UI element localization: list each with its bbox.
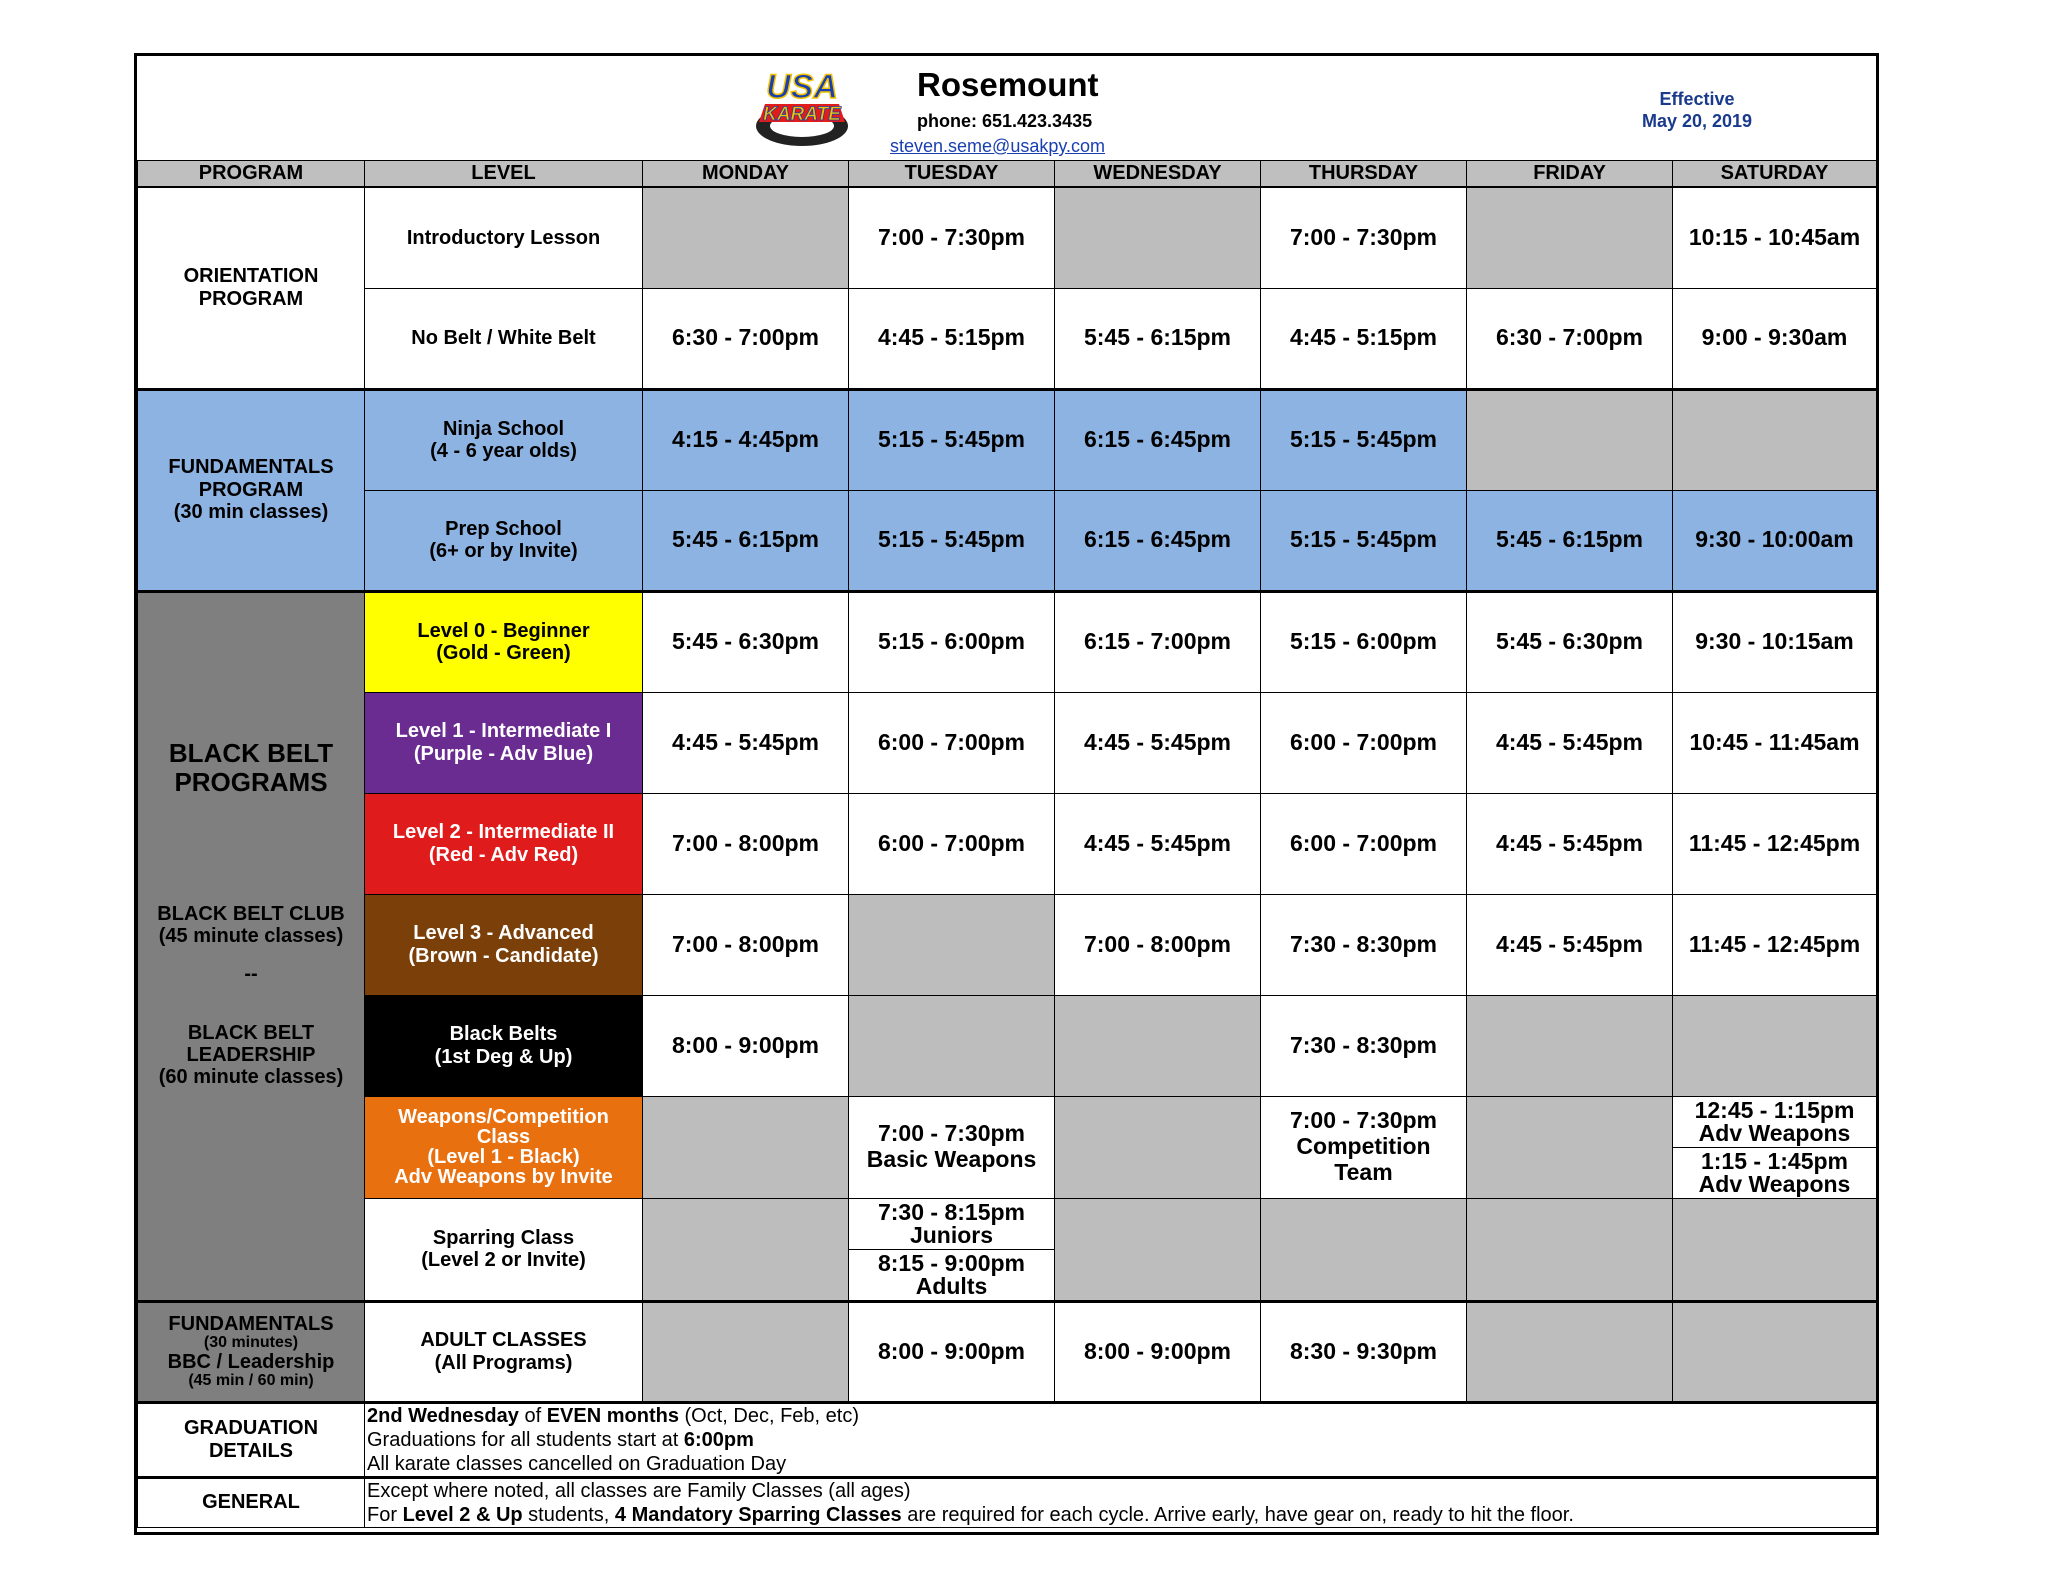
col-header-wednesday: WEDNESDAY (1055, 161, 1261, 188)
time-cell (1467, 187, 1673, 288)
col-header-friday: FRIDAY (1467, 161, 1673, 188)
time-cell (1467, 1301, 1673, 1402)
time-cell: 7:30 - 8:30pm (1261, 995, 1467, 1096)
level-sparring: Sparring Class (Level 2 or Invite) (365, 1198, 643, 1301)
row-ninja (138, 389, 1877, 490)
column-header-row (138, 161, 1877, 188)
time-cell: 9:00 - 9:30am (1673, 288, 1877, 389)
time-cell: 8:30 - 9:30pm (1261, 1301, 1467, 1402)
col-header-saturday: SATURDAY (1673, 161, 1877, 188)
time-cell: 11:45 - 12:45pm (1673, 894, 1877, 995)
row-level1 (138, 692, 1877, 793)
time-cell (643, 1198, 849, 1301)
adv-weapons-slot-2: 1:15 - 1:45pm Adv Weapons (1673, 1147, 1876, 1198)
col-header-thursday: THURSDAY (1261, 161, 1467, 188)
svg-text:USA: USA (766, 68, 838, 106)
level-black-belts: Black Belts (1st Deg & Up) (365, 995, 643, 1096)
col-header-level: LEVEL (365, 161, 643, 188)
header (137, 56, 1876, 160)
row-sparring (138, 1198, 1877, 1301)
graduation-line-3: All karate classes cancelled on Graduation Day (367, 1452, 787, 1475)
time-cell: 8:00 - 9:00pm (849, 1301, 1055, 1402)
time-cell (1673, 995, 1877, 1096)
time-cell: 6:00 - 7:00pm (1261, 692, 1467, 793)
row-level2 (138, 793, 1877, 894)
time-cell: 4:45 - 5:45pm (1467, 692, 1673, 793)
dojo-title: Rosemount (917, 66, 1099, 103)
general-line-2: For Level 2 & Up students, 4 Mandatory Sparring Classes are required for each cycle. Arrive early, have gear on, ready to hit the floor. (367, 1503, 1574, 1526)
level-adult: ADULT CLASSES (All Programs) (365, 1301, 643, 1402)
row-general (138, 1477, 1877, 1527)
time-cell (643, 1301, 849, 1402)
time-cell (1055, 1096, 1261, 1198)
time-cell: 4:45 - 5:15pm (849, 288, 1055, 389)
time-cell: 5:15 - 6:00pm (1261, 591, 1467, 692)
time-cell (1467, 389, 1673, 490)
phone-number: phone: 651.423.3435 (917, 111, 1093, 131)
graduation-line-2: Graduations for all students start at 6:00pm (367, 1428, 754, 1451)
program-graduation: GRADUATION DETAILS (138, 1402, 365, 1477)
time-cell: 6:30 - 7:00pm (643, 288, 849, 389)
level-0-beginner: Level 0 - Beginner (Gold - Green) (365, 591, 643, 692)
time-cell: 5:15 - 5:45pm (1261, 490, 1467, 591)
time-cell (849, 894, 1055, 995)
row-intro (138, 187, 1877, 288)
time-cell (1673, 1198, 1877, 1301)
svg-text:KARATE: KARATE (763, 104, 841, 125)
usa-karate-logo (747, 64, 857, 154)
time-cell: 5:15 - 5:45pm (1261, 389, 1467, 490)
adv-weapons-slot-1: 12:45 - 1:15pm Adv Weapons (1694, 1096, 1855, 1146)
time-cell: 8:00 - 9:00pm (643, 995, 849, 1096)
time-cell (1673, 1301, 1877, 1402)
col-header-program: PROGRAM (138, 161, 365, 188)
time-cell: 5:15 - 6:00pm (849, 591, 1055, 692)
graduation-line-1: 2nd Wednesday of EVEN months (Oct, Dec, Feb, etc) (367, 1404, 859, 1427)
time-cell (643, 1096, 849, 1198)
time-cell (1055, 187, 1261, 288)
row-graduation (138, 1402, 1877, 1477)
time-cell: 4:15 - 4:45pm (643, 389, 849, 490)
time-cell: 4:45 - 5:45pm (1055, 793, 1261, 894)
time-cell-weapons-tuesday: 7:00 - 7:30pm Basic Weapons (849, 1096, 1055, 1198)
time-cell: 6:30 - 7:00pm (1467, 288, 1673, 389)
time-cell (1467, 995, 1673, 1096)
level-ninja: Ninja School (4 - 6 year olds) (365, 389, 643, 490)
time-cell: 5:45 - 6:30pm (1467, 591, 1673, 692)
time-cell: 4:45 - 5:45pm (1467, 894, 1673, 995)
program-fundamentals: FUNDAMENTALS PROGRAM (30 min classes) (138, 389, 365, 591)
time-cell: 10:15 - 10:45am (1673, 187, 1877, 288)
program-orientation: ORIENTATION PROGRAM (138, 187, 365, 389)
time-cell-weapons-saturday (1673, 1096, 1877, 1198)
time-cell (1673, 389, 1877, 490)
time-cell: 8:00 - 9:00pm (1055, 1301, 1261, 1402)
row-weapons (138, 1096, 1877, 1198)
time-cell: 9:30 - 10:15am (1673, 591, 1877, 692)
time-cell: 7:00 - 8:00pm (643, 793, 849, 894)
level-intro: Introductory Lesson (365, 187, 643, 288)
time-cell: 6:00 - 7:00pm (1261, 793, 1467, 894)
email-link[interactable]: steven.seme@usakpy.com (890, 136, 1106, 156)
program-general: GENERAL (138, 1477, 365, 1527)
time-cell: 4:45 - 5:45pm (1467, 793, 1673, 894)
time-cell: 10:45 - 11:45am (1673, 692, 1877, 793)
effective-label: Effective (1659, 89, 1735, 109)
level-prep: Prep School (6+ or by Invite) (365, 490, 643, 591)
time-cell: 6:00 - 7:00pm (849, 793, 1055, 894)
time-cell: 4:45 - 5:15pm (1261, 288, 1467, 389)
time-cell (1467, 1198, 1673, 1301)
time-cell: 6:15 - 7:00pm (1055, 591, 1261, 692)
level-3-advanced: Level 3 - Advanced (Brown - Candidate) (365, 894, 643, 995)
time-cell: 7:30 - 8:30pm (1261, 894, 1467, 995)
time-cell: 7:00 - 7:30pm (1261, 187, 1467, 288)
general-line-1: Except where noted, all classes are Family Classes (all ages) (367, 1479, 911, 1502)
row-nobelt (138, 288, 1877, 389)
level-2-intermediate: Level 2 - Intermediate II (Red - Adv Red) (365, 793, 643, 894)
time-cell: 7:00 - 8:00pm (1055, 894, 1261, 995)
time-cell-sparring-tuesday (849, 1198, 1055, 1301)
row-adult (138, 1301, 1877, 1402)
general-notes (365, 1477, 1877, 1527)
program-adult: FUNDAMENTALS (30 minutes) BBC / Leadership (45 min / 60 min) (138, 1301, 365, 1402)
time-cell (849, 995, 1055, 1096)
time-cell (1467, 1096, 1673, 1198)
time-cell: 6:15 - 6:45pm (1055, 490, 1261, 591)
time-cell: 5:45 - 6:15pm (643, 490, 849, 591)
time-cell: 7:00 - 7:30pm (849, 187, 1055, 288)
time-cell: 5:45 - 6:30pm (643, 591, 849, 692)
effective-value: May 20, 2019 (1641, 111, 1753, 131)
time-cell (1261, 1198, 1467, 1301)
col-header-monday: MONDAY (643, 161, 849, 188)
level-nobelt: No Belt / White Belt (365, 288, 643, 389)
time-cell: 11:45 - 12:45pm (1673, 793, 1877, 894)
level-weapons-competition: Weapons/Competition Class (Level 1 - Black) Adv Weapons by Invite (365, 1096, 643, 1198)
sparring-adults-slot: 8:15 - 9:00pm Adults (849, 1249, 1054, 1300)
col-header-tuesday: TUESDAY (849, 161, 1055, 188)
time-cell-weapons-thursday: 7:00 - 7:30pm Competition Team (1261, 1096, 1467, 1198)
row-prep (138, 490, 1877, 591)
row-level3 (138, 894, 1877, 995)
time-cell: 6:15 - 6:45pm (1055, 389, 1261, 490)
level-1-intermediate: Level 1 - Intermediate I (Purple - Adv Blue) (365, 692, 643, 793)
effective-date (1617, 88, 1777, 132)
time-cell: 5:15 - 5:45pm (849, 389, 1055, 490)
time-cell: 5:15 - 5:45pm (849, 490, 1055, 591)
time-cell (1055, 1198, 1261, 1301)
program-black-belt: BLACK BELT PROGRAMS BLACK BELT CLUB (45 minute classes) -- BLACK BELT LEADERSHIP (60 minute classes) (138, 591, 365, 1301)
time-cell: 4:45 - 5:45pm (643, 692, 849, 793)
time-cell: 6:00 - 7:00pm (849, 692, 1055, 793)
time-cell (1055, 995, 1261, 1096)
row-level0 (138, 591, 1877, 692)
graduation-notes (365, 1402, 1877, 1477)
time-cell: 7:00 - 8:00pm (643, 894, 849, 995)
time-cell: 4:45 - 5:45pm (1055, 692, 1261, 793)
time-cell: 5:45 - 6:15pm (1467, 490, 1673, 591)
sparring-juniors-slot: 7:30 - 8:15pm Juniors (877, 1198, 1025, 1248)
schedule-table (137, 160, 1877, 1528)
schedule-sheet (134, 53, 1879, 1535)
time-cell (643, 187, 849, 288)
time-cell: 9:30 - 10:00am (1673, 490, 1877, 591)
row-black-belts (138, 995, 1877, 1096)
time-cell: 5:45 - 6:15pm (1055, 288, 1261, 389)
